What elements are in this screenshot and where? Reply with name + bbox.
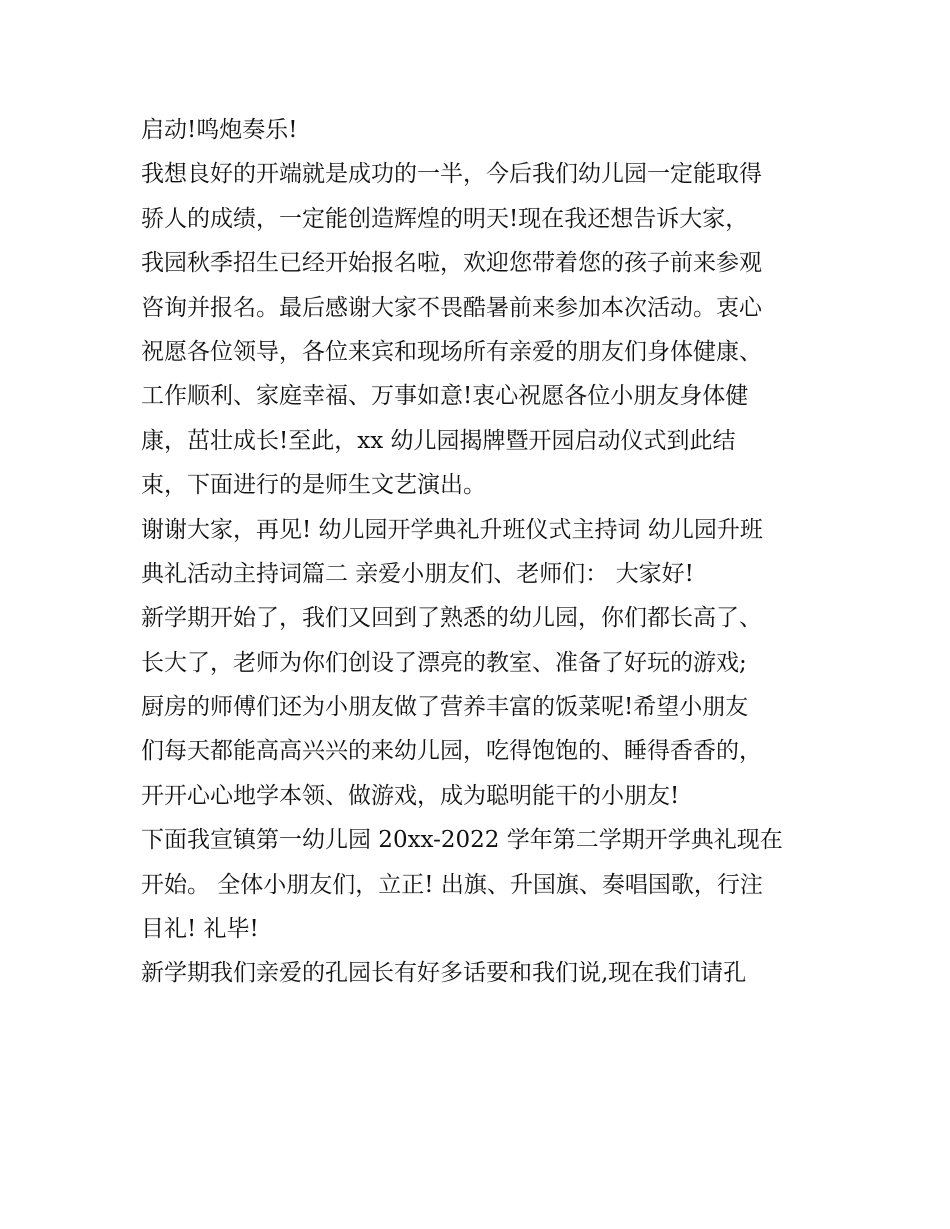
text-line: 骄人的成绩，一定能创造辉煌的明天!现在我还想告诉大家，: [141, 205, 749, 232]
text-line: 开始。 全体小朋友们，立正! 出旗、升国旗、奏唱国歌，行注: [141, 871, 763, 898]
text-line: 目礼! 礼毕!: [141, 916, 259, 943]
text-line: 祝愿各位领导，各位来宾和现场所有亲爱的朋友们身体健康、: [141, 338, 762, 365]
text-line: 开开心心地学本领、做游戏，成为聪明能干的小朋友!: [141, 782, 680, 809]
text-line: 束，下面进行的是师生文艺演出。: [141, 472, 486, 499]
text-line: 下面我宣镇第一幼儿园 20xx-2022 学年第二学期开学典礼现在: [141, 827, 783, 854]
text-line: 我园秋季招生已经开始报名啦，欢迎您带着您的孩子前来参观: [141, 250, 762, 277]
text-line: 工作顺利、家庭幸福、万事如意!衷心祝愿各位小朋友身体健: [141, 383, 749, 410]
text-line: 典礼活动主持词篇二 亲爱小朋友们、老师们： 大家好!: [141, 560, 694, 587]
text-line: 新学期开始了，我们又回到了熟悉的幼儿园，你们都长高了、: [141, 605, 762, 632]
text-line: 咨询并报名。最后感谢大家不畏酷暑前来参加本次活动。衷心: [141, 294, 762, 321]
document-page: [141, 108, 821, 996]
text-line: 新学期我们亲爱的孔园长有好多话要和我们说,现在我们请孔: [141, 960, 747, 987]
text-line: 厨房的师傅们还为小朋友做了营养丰富的饭菜呢!希望小朋友: [141, 694, 749, 721]
text-line: 们每天都能高高兴兴的来幼儿园，吃得饱饱的、睡得香香的，: [141, 738, 762, 765]
text-line: 谢谢大家，再见! 幼儿园开学典礼升班仪式主持词 幼儿园升班: [141, 516, 763, 543]
text-line: 长大了，老师为你们创设了漂亮的教室、准备了好玩的游戏;: [141, 649, 747, 676]
text-line: 康，茁壮成长!至此，xx 幼儿园揭牌暨开园启动仪式到此结: [141, 427, 736, 454]
text-line: 启动!鸣炮奏乐!: [141, 117, 298, 143]
text-line: 我想良好的开端就是成功的一半，今后我们幼儿园一定能取得: [141, 161, 762, 188]
